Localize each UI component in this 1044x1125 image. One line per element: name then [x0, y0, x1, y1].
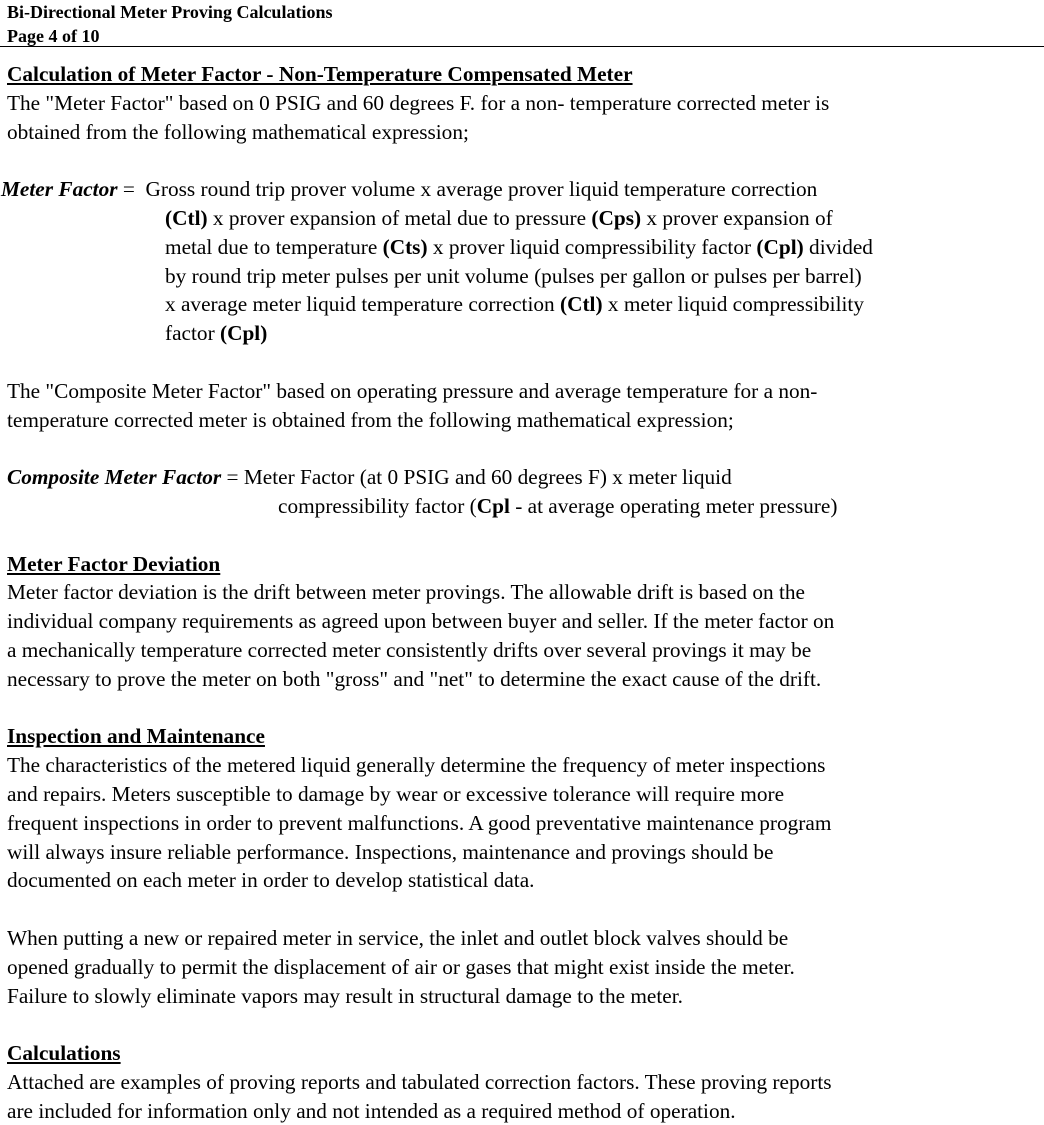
section-heading-meter-factor: Calculation of Meter Factor - Non-Temperature Compensated Meter — [7, 62, 633, 86]
page-number: Page 4 of 10 — [7, 26, 100, 46]
paragraph-line: will always insure reliable performance. Inspections, maintenance and provings should be — [7, 839, 774, 864]
formula-meter-factor-line: Meter Factor = Gross round trip prover volume x average prover liquid temperature correction — [1, 177, 818, 202]
paragraph-line: temperature corrected meter is obtained from the following mathematical expression; — [7, 407, 734, 432]
paragraph-line: When putting a new or repaired meter in service, the inlet and outlet block valves should be — [7, 925, 789, 950]
section-heading-inspection: Inspection and Maintenance — [7, 724, 265, 749]
formula-line: factor (Cpl) — [165, 321, 268, 346]
paragraph-line: necessary to prove the meter on both "gross" and "net" to determine the exact cause of the drift. — [7, 666, 822, 691]
formula-line: by round trip meter pulses per unit volume (pulses per gallon or pulses per barrel) — [165, 263, 862, 288]
section-heading-deviation: Meter Factor Deviation — [7, 551, 221, 576]
page-header — [7, 0, 332, 48]
paragraph-line: documented on each meter in order to develop statistical data. — [7, 868, 535, 893]
formula-label: Meter Factor — [1, 177, 118, 202]
formula-line: (Ctl) x prover expansion of metal due to pressure (Cps) x prover expansion of — [165, 205, 833, 230]
header-divider — [0, 46, 1044, 47]
formula-line: metal due to temperature (Cts) x prover liquid compressibility factor (Cpl) divided — [165, 234, 873, 259]
paragraph-line: Meter factor deviation is the drift between meter provings. The allowable drift is based on the — [7, 580, 805, 605]
formula-label: Composite Meter Factor — [7, 465, 222, 490]
section-heading-calculations: Calculations — [7, 1041, 121, 1066]
formula-line: compressibility factor (Cpl - at average operating meter pressure) — [278, 493, 838, 518]
paragraph-line: individual company requirements as agreed upon between buyer and seller. If the meter factor on — [7, 609, 835, 634]
paragraph-line: The "Composite Meter Factor" based on operating pressure and average temperature for a non- — [7, 378, 818, 403]
document-body — [1, 60, 1037, 1125]
paragraph-line: Failure to slowly eliminate vapors may result in structural damage to the meter. — [7, 983, 683, 1008]
formula-line: x average meter liquid temperature correction (Ctl) x meter liquid compressibility — [165, 292, 865, 317]
paragraph-line: frequent inspections in order to prevent malfunctions. A good preventative maintenance program — [7, 810, 832, 835]
document-title: Bi-Directional Meter Proving Calculations — [7, 2, 333, 22]
paragraph-line: and repairs. Meters susceptible to damage by wear or excessive tolerance will require more — [7, 781, 785, 806]
paragraph-line: The characteristics of the metered liquid generally determine the frequency of meter inspections — [7, 753, 826, 778]
paragraph-line: obtained from the following mathematical expression; — [7, 119, 469, 144]
paragraph-line: opened gradually to permit the displacement of air or gases that might exist inside the meter. — [7, 954, 795, 979]
paragraph-line: a mechanically temperature corrected meter consistently drifts over several provings it may be — [7, 637, 812, 662]
formula-composite-line: Composite Meter Factor = Meter Factor (at 0 PSIG and 60 degrees F) x meter liquid — [7, 465, 732, 490]
paragraph-line: The "Meter Factor" based on 0 PSIG and 60 degrees F. for a non- temperature corrected meter is — [7, 90, 830, 115]
paragraph-line: Attached are examples of proving reports and tabulated correction factors. These proving reports — [7, 1069, 832, 1094]
paragraph-line: are included for information only and not intended as a required method of operation. — [7, 1098, 736, 1123]
